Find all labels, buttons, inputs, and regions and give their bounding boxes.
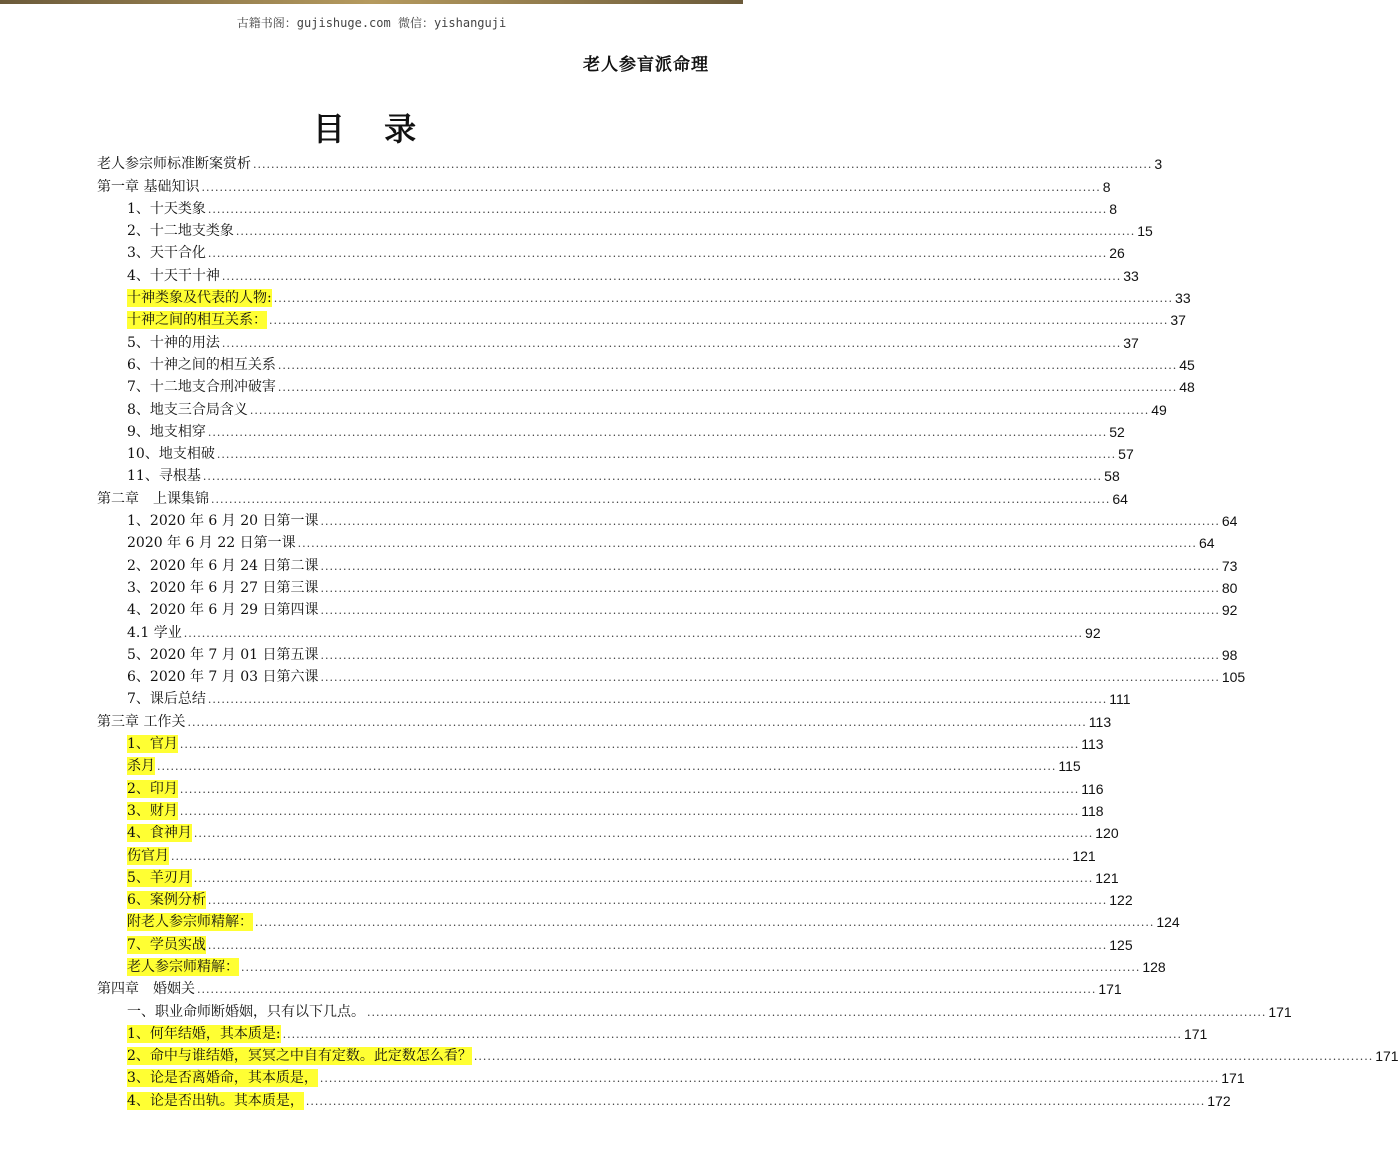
toc-entry[interactable] bbox=[97, 642, 1238, 664]
toc-dot-leader: ........................................................................................................................................................................................................ bbox=[183, 626, 1084, 640]
toc-dot-leader: ........................................................................................................................................................................................................ bbox=[197, 983, 1097, 997]
toc-entry-title: 6、十神之间的相互关系 bbox=[127, 356, 276, 373]
toc-entry-page: 111 bbox=[1109, 691, 1131, 708]
toc-entry-page: 37 bbox=[1170, 312, 1186, 329]
toc-entry-title: 4、论是否出轨。其本质是， bbox=[127, 1092, 304, 1109]
toc-entry[interactable] bbox=[97, 508, 1238, 530]
toc-entry-title: 7、课后总结 bbox=[127, 691, 206, 708]
toc-entry-title: 第四章 婚姻关 bbox=[97, 981, 195, 998]
toc-entry[interactable] bbox=[97, 887, 1133, 909]
toc-entry[interactable] bbox=[97, 552, 1238, 574]
toc-dot-leader: ........................................................................................................................................................................................................ bbox=[207, 247, 1108, 261]
toc-entry-page: 58 bbox=[1104, 468, 1120, 485]
toc-entry-title: 3、论是否离婚命，其本质是， bbox=[127, 1070, 318, 1087]
toc-entry[interactable] bbox=[97, 931, 1133, 953]
toc-entry[interactable] bbox=[97, 1087, 1231, 1109]
toc-entry-title: 7、十二地支合刑冲破害 bbox=[127, 379, 276, 396]
toc-entry[interactable] bbox=[97, 686, 1131, 708]
toc-entry[interactable] bbox=[97, 954, 1166, 976]
toc-entry-title: 9、地支相穿 bbox=[127, 423, 206, 440]
toc-entry-title: 3、财月 bbox=[127, 802, 178, 819]
toc-entry[interactable] bbox=[97, 976, 1122, 998]
toc-entry[interactable] bbox=[97, 753, 1081, 775]
toc-dot-leader: ........................................................................................................................................................................................................ bbox=[273, 292, 1174, 306]
toc-entry[interactable] bbox=[97, 1021, 1208, 1043]
toc-entry-page: 113 bbox=[1081, 736, 1104, 753]
toc-entry-page: 121 bbox=[1095, 869, 1119, 886]
toc-entry[interactable] bbox=[97, 731, 1104, 753]
toc-entry-page: 26 bbox=[1109, 245, 1125, 262]
toc-dot-leader: ........................................................................................................................................................................................................ bbox=[235, 225, 1136, 239]
toc-entry-title: 杀月 bbox=[127, 758, 155, 775]
toc-entry-page: 8 bbox=[1102, 178, 1111, 195]
toc-entry[interactable] bbox=[97, 575, 1238, 597]
toc-entry-page: 15 bbox=[1137, 223, 1153, 240]
toc-entry[interactable] bbox=[97, 441, 1134, 463]
toc-entry-title: 3、天干合化 bbox=[127, 245, 206, 262]
toc-entry-title: 十神之间的相互关系： bbox=[127, 312, 267, 329]
toc-dot-leader: ........................................................................................................................................................................................................ bbox=[207, 425, 1108, 439]
toc-entry-title: 4、食神月 bbox=[127, 825, 192, 842]
toc-heading: 目 录 bbox=[312, 110, 431, 148]
toc-entry[interactable] bbox=[97, 619, 1101, 641]
toc-dot-leader: ........................................................................................................................................................................................................ bbox=[221, 269, 1122, 283]
toc-entry[interactable] bbox=[97, 419, 1125, 441]
toc-dot-leader: ........................................................................................................................................................................................................ bbox=[249, 403, 1150, 417]
toc-entry-title: 第一章 基础知识 bbox=[97, 178, 200, 195]
toc-dot-leader: ........................................................................................................................................................................................................ bbox=[241, 960, 1141, 974]
toc-entry-page: 171 bbox=[1221, 1070, 1245, 1087]
toc-entry-title: 2、2020 年 6 月 24 日第二课 bbox=[127, 557, 319, 574]
toc-dot-leader: ........................................................................................................................................................................................................ bbox=[193, 871, 1094, 885]
toc-dot-leader: ........................................................................................................................................................................................................ bbox=[207, 693, 1108, 707]
toc-dot-leader: ........................................................................................................................................................................................................ bbox=[473, 1050, 1374, 1064]
toc-dot-leader: ........................................................................................................................................................................................................ bbox=[282, 1027, 1182, 1041]
toc-entry[interactable] bbox=[97, 307, 1186, 329]
toc-entry-page: 171 bbox=[1268, 1003, 1292, 1020]
toc-entry-page: 45 bbox=[1179, 356, 1195, 373]
toc-entry-title: 老人参宗师精解： bbox=[127, 958, 239, 975]
toc-entry-title: 1、2020 年 6 月 20 日第一课 bbox=[127, 513, 319, 530]
toc-dot-leader: ........................................................................................................................................................................................................ bbox=[216, 448, 1117, 462]
toc-entry-title: 10、地支相破 bbox=[127, 446, 215, 463]
toc-dot-leader: ........................................................................................................................................................................................................ bbox=[255, 916, 1155, 930]
toc-entry[interactable] bbox=[97, 218, 1153, 240]
toc-dot-leader: ........................................................................................................................................................................................................ bbox=[207, 202, 1108, 216]
toc-entry-page: 105 bbox=[1221, 669, 1246, 686]
toc-dot-leader: ........................................................................................................................................................................................................ bbox=[221, 336, 1122, 350]
toc-entry[interactable] bbox=[97, 396, 1167, 418]
toc-dot-leader: ........................................................................................................................................................................................................ bbox=[202, 470, 1103, 484]
toc-dot-leader: ........................................................................................................................................................................................................ bbox=[179, 804, 1080, 818]
toc-entry-page: 92 bbox=[1221, 602, 1238, 619]
watermark-text: 古籍书阁：gujishuge.com 微信：yishanguji bbox=[236, 16, 507, 30]
toc-entry-page: 125 bbox=[1109, 936, 1133, 953]
toc-entry-title: 8、地支三合局含义 bbox=[127, 401, 248, 418]
book-title: 老人参盲派命理 bbox=[583, 55, 709, 75]
toc-dot-leader: ........................................................................................................................................................................................................ bbox=[320, 581, 1220, 595]
toc-entry-title: 附老人参宗师精解： bbox=[127, 914, 253, 931]
toc-entry-page: 171 bbox=[1183, 1025, 1208, 1042]
toc-dot-leader: ........................................................................................................................................................................................................ bbox=[277, 381, 1178, 395]
toc-entry[interactable] bbox=[97, 664, 1246, 686]
toc-entry-page: 116 bbox=[1081, 780, 1104, 797]
toc-dot-leader: ........................................................................................................................................................................................................ bbox=[320, 648, 1220, 662]
toc-entry[interactable] bbox=[97, 151, 1163, 173]
toc-entry-title: 2、印月 bbox=[127, 780, 178, 797]
toc-entry-title: 4.1 学业 bbox=[127, 624, 182, 641]
toc-entry-page: 122 bbox=[1109, 892, 1133, 909]
toc-entry[interactable] bbox=[97, 865, 1119, 887]
toc-entry-title: 1、何年结婚，其本质是: bbox=[127, 1025, 281, 1042]
toc-entry-title: 7、学员实战 bbox=[127, 936, 206, 953]
toc-dot-leader: ........................................................................................................................................................................................................ bbox=[193, 827, 1094, 841]
toc-entry[interactable] bbox=[97, 530, 1215, 552]
toc-entry-title: 6、案例分析 bbox=[127, 892, 206, 909]
toc-dot-leader: ........................................................................................................................................................................................................ bbox=[179, 738, 1080, 752]
toc-entry[interactable] bbox=[97, 909, 1180, 931]
toc-entry-page: 80 bbox=[1221, 579, 1238, 596]
toc-dot-leader: ........................................................................................................................................................................................................ bbox=[171, 849, 1071, 863]
toc-dot-leader: ........................................................................................................................................................................................................ bbox=[297, 537, 1197, 551]
toc-dot-leader: ........................................................................................................................................................................................................ bbox=[305, 1094, 1206, 1108]
toc-entry[interactable] bbox=[97, 240, 1125, 262]
toc-entry-title: 2、命中与谁结婚，冥冥之中自有定数。此定数怎么看？ bbox=[127, 1048, 472, 1065]
toc-entry[interactable] bbox=[97, 285, 1191, 307]
toc-dot-leader: ........................................................................................................................................................................................................ bbox=[319, 1072, 1220, 1086]
toc-entry-page: 64 bbox=[1112, 490, 1128, 507]
toc-entry-page: 49 bbox=[1151, 401, 1167, 418]
toc-entry[interactable] bbox=[97, 196, 1118, 218]
toc-entry-page: 33 bbox=[1175, 290, 1191, 307]
toc-dot-leader: ........................................................................................................................................................................................................ bbox=[320, 515, 1220, 529]
toc-entry-page: 172 bbox=[1207, 1092, 1231, 1109]
toc-entry[interactable] bbox=[97, 820, 1119, 842]
toc-entry-title: 5、十神的用法 bbox=[127, 334, 220, 351]
toc-dot-leader: ........................................................................................................................................................................................................ bbox=[179, 782, 1080, 796]
toc-entry[interactable] bbox=[97, 352, 1195, 374]
toc-entry-title: 6、2020 年 7 月 03 日第六课 bbox=[127, 669, 319, 686]
toc-dot-leader: ........................................................................................................................................................................................................ bbox=[187, 715, 1087, 729]
toc-entry[interactable] bbox=[97, 775, 1104, 797]
toc-dot-leader: ........................................................................................................................................................................................................ bbox=[253, 158, 1153, 172]
toc-entry-page: 3 bbox=[1154, 156, 1163, 173]
toc-entry[interactable] bbox=[97, 173, 1111, 195]
toc-entry-page: 48 bbox=[1179, 379, 1195, 396]
toc-dot-leader: ........................................................................................................................................................................................................ bbox=[277, 358, 1178, 372]
toc-entry-page: 120 bbox=[1095, 825, 1119, 842]
toc-entry-page: 92 bbox=[1085, 624, 1101, 641]
toc-entry-page: 33 bbox=[1123, 267, 1139, 284]
toc-entry-title: 1、十天类象 bbox=[127, 200, 206, 217]
toc-dot-leader: ........................................................................................................................................................................................................ bbox=[201, 180, 1101, 194]
toc-entry-title: 4、十天干十神 bbox=[127, 267, 220, 284]
toc-entry-title: 2、十二地支类象 bbox=[127, 223, 234, 240]
toc-entry-page: 128 bbox=[1142, 958, 1166, 975]
toc-entry-page: 57 bbox=[1118, 446, 1134, 463]
page-top-border bbox=[0, 0, 743, 4]
toc-dot-leader: ........................................................................................................................................................................................................ bbox=[207, 894, 1108, 908]
toc-dot-leader: ........................................................................................................................................................................................................ bbox=[211, 492, 1111, 506]
toc-entry-page: 171 bbox=[1375, 1048, 1399, 1065]
toc-dot-leader: ........................................................................................................................................................................................................ bbox=[207, 938, 1108, 952]
toc-dot-leader: ........................................................................................................................................................................................................ bbox=[320, 671, 1220, 685]
toc-entry-title: 第三章 工作关 bbox=[97, 713, 186, 730]
toc-entry-page: 52 bbox=[1109, 423, 1125, 440]
toc-entry[interactable] bbox=[97, 597, 1238, 619]
toc-dot-leader: ........................................................................................................................................................................................................ bbox=[157, 760, 1057, 774]
toc-entry-page: 113 bbox=[1088, 713, 1112, 730]
toc-entry-title: 3、2020 年 6 月 27 日第三课 bbox=[127, 579, 319, 596]
toc-entry-title: 2020 年 6 月 22 日第一课 bbox=[127, 535, 296, 552]
toc-entry[interactable] bbox=[97, 1043, 1399, 1065]
toc-dot-leader: ........................................................................................................................................................................................................ bbox=[269, 314, 1169, 328]
toc-entry-page: 37 bbox=[1123, 334, 1139, 351]
toc-entry-page: 98 bbox=[1221, 646, 1238, 663]
toc-entry[interactable] bbox=[97, 485, 1128, 507]
toc-entry[interactable] bbox=[97, 798, 1104, 820]
toc-entry-page: 171 bbox=[1098, 981, 1122, 998]
toc-dot-leader: ........................................................................................................................................................................................................ bbox=[320, 604, 1220, 618]
toc-entry-page: 64 bbox=[1221, 513, 1238, 530]
toc-entry-page: 124 bbox=[1156, 914, 1180, 931]
toc-entry[interactable] bbox=[97, 329, 1139, 351]
toc-entry[interactable] bbox=[97, 842, 1096, 864]
toc-entry-title: 1、官月 bbox=[127, 736, 178, 753]
toc-entry-title: 第二章 上课集锦 bbox=[97, 490, 209, 507]
toc-entry[interactable] bbox=[97, 1065, 1245, 1087]
toc-entry-title: 老人参宗师标准断案赏析 bbox=[97, 156, 251, 173]
toc-entry-title: 5、羊刃月 bbox=[127, 869, 192, 886]
toc-entry[interactable] bbox=[97, 262, 1139, 284]
toc-dot-leader: ........................................................................................................................................................................................................ bbox=[367, 1005, 1267, 1019]
toc-entry-page: 121 bbox=[1072, 847, 1096, 864]
toc-entry-title: 5、2020 年 7 月 01 日第五课 bbox=[127, 646, 319, 663]
toc-entry-title: 11、寻根基 bbox=[127, 468, 201, 485]
toc-entry[interactable] bbox=[97, 708, 1112, 730]
table-of-contents bbox=[97, 151, 1399, 1110]
toc-dot-leader: ........................................................................................................................................................................................................ bbox=[320, 559, 1220, 573]
toc-entry-page: 118 bbox=[1081, 802, 1104, 819]
toc-entry-page: 115 bbox=[1058, 758, 1081, 775]
toc-entry[interactable] bbox=[97, 998, 1292, 1020]
toc-entry[interactable] bbox=[97, 463, 1120, 485]
toc-entry-title: 4、2020 年 6 月 29 日第四课 bbox=[127, 602, 319, 619]
toc-entry-title: 一、职业命师断婚姻，只有以下几点。 bbox=[127, 1003, 365, 1020]
toc-entry[interactable] bbox=[97, 374, 1195, 396]
toc-entry-page: 73 bbox=[1221, 557, 1238, 574]
toc-entry-page: 8 bbox=[1109, 200, 1118, 217]
toc-entry-title: 十神类象及代表的人物: bbox=[127, 290, 272, 307]
toc-entry-page: 64 bbox=[1198, 535, 1215, 552]
toc-entry-title: 伤官月 bbox=[127, 847, 169, 864]
